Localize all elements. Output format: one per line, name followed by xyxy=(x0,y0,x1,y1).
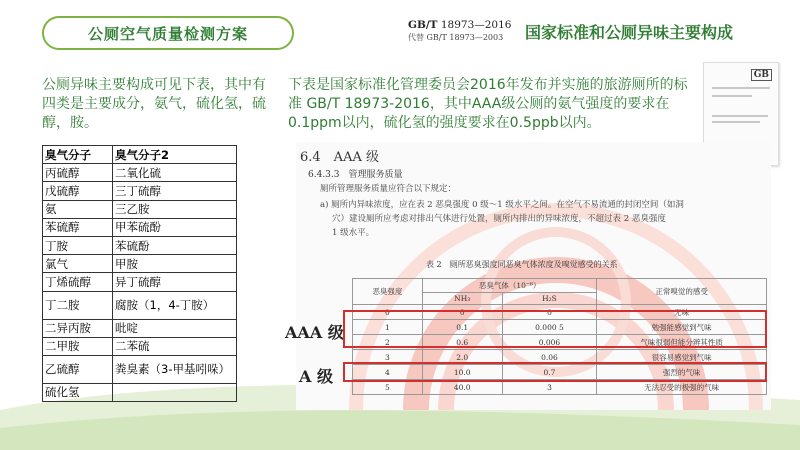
table-cell: 10.0 xyxy=(422,365,502,380)
column-header: NH₃ xyxy=(422,293,502,305)
table-cell: 3 xyxy=(353,350,423,365)
table-cell: 甲苯硫酚 xyxy=(113,218,237,236)
table-cell: 丙硫醇 xyxy=(43,164,113,182)
doc-text-line: a) 厕所内异味浓度，应在表 2 恶臭强度 0 级～1 级水平之间。在空气不易流通的封闭空间（如洞 xyxy=(320,200,684,210)
doc-text-line: 1 级水平。 xyxy=(332,228,375,238)
table-cell: 0.006 xyxy=(502,335,597,350)
table-header-row xyxy=(43,146,237,164)
table-cell: 硫化氢 xyxy=(43,383,113,401)
standard-number: 18973—2016 xyxy=(440,19,512,31)
section-title: 国家标准和公厕异味主要构成 xyxy=(525,23,734,42)
table-row xyxy=(43,218,237,236)
table-cell: 气味很弱但能分辨其性质 xyxy=(597,335,767,350)
table-cell: 1 xyxy=(353,320,423,335)
table-row xyxy=(43,383,237,401)
column-header: 臭气分子2 xyxy=(113,146,237,164)
table-cell: 强烈的气味 xyxy=(597,365,767,380)
table-row xyxy=(43,355,237,383)
highlight-aaa-box xyxy=(343,310,767,348)
doc-text-line: 厕所管理服务质量应符合以下规定： xyxy=(320,184,457,194)
table-row xyxy=(43,255,237,273)
table-row xyxy=(43,200,237,218)
table-cell: 2 xyxy=(353,335,423,350)
table-cell: 3 xyxy=(502,380,597,395)
column-header: 臭气分子 xyxy=(43,146,113,164)
standard-paragraph: 下表是国家标准化管理委员会2016年发布并实施的旅游厕所的标准 GB/T 18973-2016，其中AAA级公厕的氨气强度的要求在0.1ppm以内，硫化氢的强度要求在0.5ppb以内。 xyxy=(288,77,688,131)
table-cell: 二甲胺 xyxy=(43,337,113,355)
title-pill xyxy=(42,16,294,50)
table-cell: 0.6 xyxy=(422,335,502,350)
doc-text-line: 穴）建设厕所应考虑对排出气体进行处置，厕所内排出的异味浓度，不超过表 2 恶臭强度 xyxy=(332,214,666,224)
intro-paragraph: 公厕异味主要构成可见下表，其中有四类是主要成分，氨气，硫化氢，硫醇，胺。 xyxy=(42,77,266,131)
table-cell: 戊硫醇 xyxy=(43,182,113,200)
table-row xyxy=(43,273,237,291)
table-cell: 5 xyxy=(353,380,423,395)
table-cell: 0 xyxy=(502,305,597,320)
doc-section-heading: 6.4 AAA 级 xyxy=(300,150,379,165)
standard-prefix: GB/T xyxy=(408,19,438,31)
table-cell: 乙硫醇 xyxy=(43,355,113,383)
table-header-row xyxy=(353,279,767,293)
table-cell: 丁胺 xyxy=(43,236,113,254)
grade-aaa-label: AAA 级 xyxy=(285,323,344,342)
table-cell: 40.0 xyxy=(422,380,502,395)
table-row xyxy=(43,319,237,337)
table-cell: 很容易感觉到气味 xyxy=(597,350,767,365)
standard-code xyxy=(408,19,520,43)
table-cell: 粪臭素（3-甲基吲哚） xyxy=(113,355,237,383)
odor-molecule-table xyxy=(42,145,237,402)
column-header: 恶臭强度 xyxy=(353,279,423,305)
table-cell: 4 xyxy=(353,365,423,380)
table-row xyxy=(43,164,237,182)
table-cell: 氯气 xyxy=(43,255,113,273)
table-cell xyxy=(113,383,237,401)
table-cell: 二异丙胺 xyxy=(43,319,113,337)
table-cell: 0.7 xyxy=(502,365,597,380)
column-header: 正常嗅觉的感受 xyxy=(597,279,767,305)
table-cell: 0.06 xyxy=(502,350,597,365)
doc-table-caption: 表 2 厕所恶臭强度同恶臭气体浓度及嗅觉感受的关系 xyxy=(426,260,618,269)
table-cell: 0 xyxy=(353,305,423,320)
highlight-a-box xyxy=(343,362,767,382)
doc-subsection-heading: 6.4.3.3 管理服务质量 xyxy=(308,170,403,180)
table-cell: 腐胺（1，4-丁胺） xyxy=(113,291,237,319)
page-title: 公厕空气质量检测方案 xyxy=(87,24,248,43)
table-cell: 苯硫醇 xyxy=(43,218,113,236)
gb-logo: GB xyxy=(751,69,772,81)
table-cell: 2.0 xyxy=(422,350,502,365)
table-cell: 丁烯硫醇 xyxy=(43,273,113,291)
table-cell: 异丁硫醇 xyxy=(113,273,237,291)
table-row xyxy=(43,291,237,319)
table-cell: 二氧化硫 xyxy=(113,164,237,182)
table-cell: 吡啶 xyxy=(113,319,237,337)
table-cell: 无味 xyxy=(597,305,767,320)
table-cell: 勉强能感觉到气味 xyxy=(597,320,767,335)
table-cell: 三丁硫醇 xyxy=(113,182,237,200)
table-cell: 苯硫酚 xyxy=(113,236,237,254)
table-row xyxy=(43,337,237,355)
table-cell: 三乙胺 xyxy=(113,200,237,218)
table-cell: 0.000 5 xyxy=(502,320,597,335)
column-header: 恶臭气体（10⁻⁶） xyxy=(422,279,597,293)
table-cell: 丁二胺 xyxy=(43,291,113,319)
grade-a-label: A 级 xyxy=(299,367,333,386)
table-row xyxy=(43,182,237,200)
table-cell: 0 xyxy=(422,305,502,320)
table-cell: 甲胺 xyxy=(113,255,237,273)
standard-replaces: 代替 GB/T 18973—2003 xyxy=(408,33,504,42)
table-row xyxy=(43,236,237,254)
table-cell: 二苯硫 xyxy=(113,337,237,355)
column-header: H₂S xyxy=(502,293,597,305)
table-cell: 0.1 xyxy=(422,320,502,335)
table-cell: 无法忍受的极强的气味 xyxy=(597,380,767,395)
table-cell: 氨 xyxy=(43,200,113,218)
